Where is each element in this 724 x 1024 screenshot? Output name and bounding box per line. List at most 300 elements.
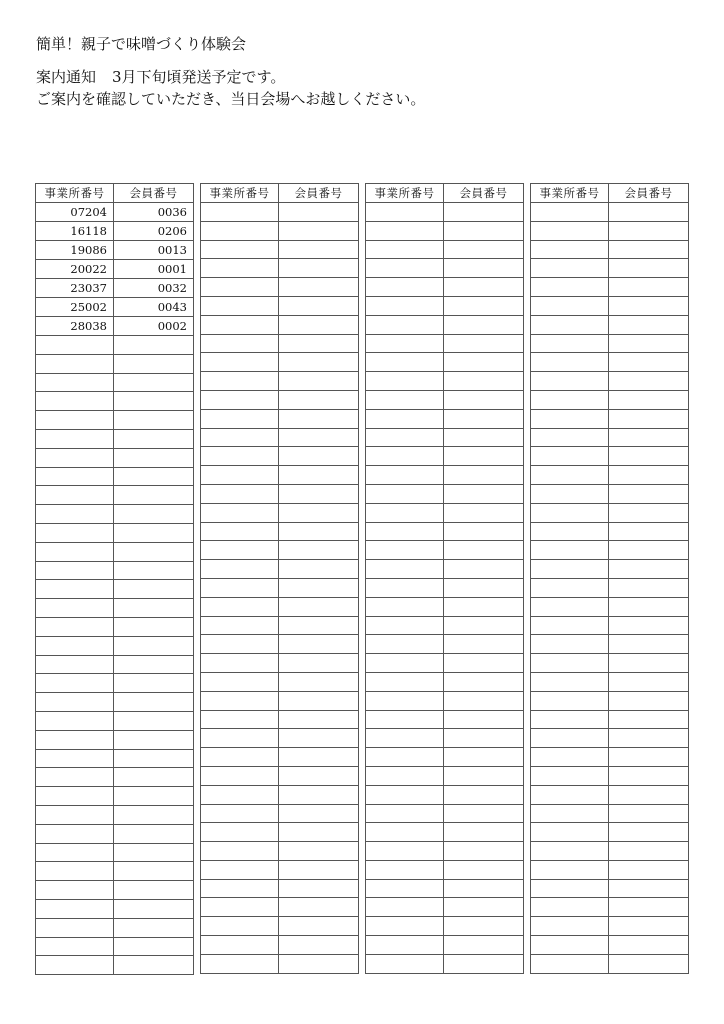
table-row (36, 448, 194, 467)
office-number-cell (366, 597, 444, 616)
table-row (201, 842, 359, 861)
member-number-cell (279, 917, 359, 936)
table-row (36, 336, 194, 355)
office-number-cell (531, 541, 609, 560)
table-row (366, 635, 524, 654)
office-number-cell (201, 560, 279, 579)
office-number-cell (366, 447, 444, 466)
office-number-cell (531, 390, 609, 409)
member-number-cell (444, 823, 524, 842)
member-number-cell (444, 654, 524, 673)
member-number-cell (279, 259, 359, 278)
office-number-cell (531, 560, 609, 579)
table-row (201, 578, 359, 597)
member-table-1 (35, 183, 194, 975)
table-row (201, 710, 359, 729)
table-row (366, 729, 524, 748)
office-number-cell (36, 693, 114, 712)
member-number-cell (114, 899, 194, 918)
member-number-cell (609, 748, 689, 767)
table-row (531, 315, 689, 334)
member-number-cell (609, 785, 689, 804)
table-row (366, 597, 524, 616)
office-number-cell (36, 523, 114, 542)
office-number-cell (366, 691, 444, 710)
table-row (366, 315, 524, 334)
table-row (36, 824, 194, 843)
office-number-cell (201, 240, 279, 259)
office-number-cell (531, 278, 609, 297)
table-row (201, 748, 359, 767)
office-number-cell (366, 917, 444, 936)
member-number-cell (609, 428, 689, 447)
member-number-cell (114, 429, 194, 448)
table-row (36, 392, 194, 411)
page-title: 簡単！親子で味噌づくり体験会 (36, 35, 247, 53)
office-number-cell (36, 392, 114, 411)
office-number-cell (366, 428, 444, 447)
member-number-cell (444, 259, 524, 278)
member-number-cell (279, 954, 359, 973)
office-number-cell (366, 334, 444, 353)
member-number-cell (609, 240, 689, 259)
member-number-cell (444, 372, 524, 391)
member-number-cell (444, 278, 524, 297)
member-number-cell (609, 560, 689, 579)
member-number-cell (444, 390, 524, 409)
table-row (201, 954, 359, 973)
member-number-cell (444, 334, 524, 353)
table-row (36, 674, 194, 693)
notice-label: 案内通知 (36, 68, 97, 86)
member-number-cell (114, 542, 194, 561)
office-number-cell (366, 296, 444, 315)
member-number-cell (609, 842, 689, 861)
notice-line-2: ご案内を確認していただき、当日会場へお越しください。 (36, 90, 426, 108)
member-number-cell (279, 691, 359, 710)
office-number-cell (531, 635, 609, 654)
table-row (201, 917, 359, 936)
member-number-cell (444, 240, 524, 259)
office-number-cell (366, 353, 444, 372)
table-row (201, 203, 359, 222)
member-number-cell (279, 503, 359, 522)
table-row (201, 278, 359, 297)
office-number-cell (201, 672, 279, 691)
table-row (36, 523, 194, 542)
office-number-cell (531, 729, 609, 748)
office-number-cell (366, 484, 444, 503)
office-number-cell (201, 917, 279, 936)
office-number-cell (366, 823, 444, 842)
table-row (36, 899, 194, 918)
member-number-cell (609, 654, 689, 673)
member-number-cell (444, 503, 524, 522)
office-number-cell (531, 315, 609, 334)
table-row (366, 785, 524, 804)
table-row (531, 842, 689, 861)
table-row (36, 787, 194, 806)
office-number-cell (36, 918, 114, 937)
table-row (531, 898, 689, 917)
member-number-cell (279, 334, 359, 353)
table-row (531, 484, 689, 503)
table-row (36, 203, 194, 222)
office-number-cell (366, 409, 444, 428)
table-row (531, 635, 689, 654)
member-number-cell (114, 693, 194, 712)
member-number-cell (609, 484, 689, 503)
table-row (366, 804, 524, 823)
office-number-cell (531, 221, 609, 240)
member-number-cell (114, 843, 194, 862)
member-number-cell (114, 561, 194, 580)
member-number-cell (114, 918, 194, 937)
member-number-cell (114, 599, 194, 618)
table-row (366, 541, 524, 560)
office-number-cell (366, 390, 444, 409)
office-number-cell (201, 541, 279, 560)
table-row (201, 879, 359, 898)
member-number-cell (279, 315, 359, 334)
member-number-cell (279, 898, 359, 917)
table-row (531, 353, 689, 372)
member-number-cell (444, 447, 524, 466)
member-number-cell (609, 390, 689, 409)
office-number-cell (366, 672, 444, 691)
table-row (366, 203, 524, 222)
table-row (366, 917, 524, 936)
member-number-cell (114, 768, 194, 787)
table-row (531, 672, 689, 691)
table-row (201, 315, 359, 334)
member-number-cell (279, 748, 359, 767)
office-number-cell (531, 240, 609, 259)
office-number-cell (36, 542, 114, 561)
office-number-cell (366, 541, 444, 560)
table-row (531, 748, 689, 767)
office-number-cell (366, 766, 444, 785)
table-row (201, 296, 359, 315)
member-number-cell (609, 503, 689, 522)
office-number-cell (36, 805, 114, 824)
office-number-cell (366, 522, 444, 541)
table-row (201, 541, 359, 560)
member-number-cell (114, 373, 194, 392)
office-number-cell (366, 635, 444, 654)
header-member-number: 会員番号 (444, 184, 524, 203)
office-number-cell (201, 954, 279, 973)
table-row (36, 862, 194, 881)
member-number-cell (114, 411, 194, 430)
office-number-cell (366, 259, 444, 278)
table-row (531, 691, 689, 710)
table-row (531, 766, 689, 785)
office-number-cell (201, 578, 279, 597)
office-number-cell (366, 278, 444, 297)
member-number-cell (444, 428, 524, 447)
office-number-cell (531, 334, 609, 353)
table-row (366, 334, 524, 353)
member-number-cell (279, 560, 359, 579)
office-number-cell (366, 560, 444, 579)
office-number-cell (366, 936, 444, 955)
member-number-cell (444, 672, 524, 691)
member-number-cell (609, 409, 689, 428)
member-number-cell (114, 392, 194, 411)
member-number-cell (114, 467, 194, 486)
member-number-cell (444, 954, 524, 973)
table-row (531, 221, 689, 240)
table-row (36, 749, 194, 768)
member-number-cell (609, 710, 689, 729)
member-number-cell (444, 578, 524, 597)
office-number-cell (366, 710, 444, 729)
office-number-cell (36, 749, 114, 768)
member-number-cell (444, 879, 524, 898)
member-number-cell (609, 372, 689, 391)
member-number-cell (444, 597, 524, 616)
office-number-cell (366, 315, 444, 334)
office-number-cell (201, 729, 279, 748)
office-number-cell (201, 278, 279, 297)
table-row (531, 334, 689, 353)
table-row (201, 466, 359, 485)
table-row (531, 879, 689, 898)
table-row (36, 956, 194, 975)
office-number-cell (36, 336, 114, 355)
table-row (201, 409, 359, 428)
member-number-cell (279, 823, 359, 842)
table-row (36, 279, 194, 298)
office-number-cell (36, 486, 114, 505)
member-number-cell (609, 616, 689, 635)
office-number-cell (201, 597, 279, 616)
table-row (201, 221, 359, 240)
office-number-cell (201, 428, 279, 447)
member-number-cell (609, 578, 689, 597)
office-number-cell (201, 766, 279, 785)
office-number-cell (531, 672, 609, 691)
office-number-cell (201, 372, 279, 391)
table-row (531, 428, 689, 447)
table-row (36, 542, 194, 561)
office-number-cell (36, 655, 114, 674)
table-row (531, 372, 689, 391)
table-row (36, 222, 194, 241)
member-number-cell (444, 635, 524, 654)
member-number-cell (114, 805, 194, 824)
office-number-cell (36, 617, 114, 636)
member-number-cell (609, 635, 689, 654)
table-row (201, 672, 359, 691)
member-number-cell (609, 353, 689, 372)
table-row (531, 860, 689, 879)
office-number-cell (36, 580, 114, 599)
table-row (366, 503, 524, 522)
table-row (366, 560, 524, 579)
member-number-cell (279, 842, 359, 861)
table-row (531, 597, 689, 616)
member-number-cell (444, 203, 524, 222)
table-row (201, 860, 359, 879)
office-number-cell (366, 748, 444, 767)
office-number-cell (201, 842, 279, 861)
table-row (201, 503, 359, 522)
member-number-cell: 0036 (114, 203, 194, 222)
office-number-cell (531, 203, 609, 222)
table-row (36, 711, 194, 730)
member-number-cell (114, 617, 194, 636)
office-number-cell (531, 466, 609, 485)
member-table-4 (530, 183, 689, 974)
notice (36, 66, 425, 110)
office-number-cell (366, 879, 444, 898)
office-number-cell (201, 879, 279, 898)
table-row (201, 372, 359, 391)
header-office-number: 事業所番号 (366, 184, 444, 203)
office-number-cell (531, 428, 609, 447)
table-row (531, 466, 689, 485)
table-row (36, 373, 194, 392)
office-number-cell (201, 390, 279, 409)
member-number-cell (609, 823, 689, 842)
office-number-cell (366, 954, 444, 973)
member-number-cell (114, 636, 194, 655)
office-number-cell (201, 203, 279, 222)
office-number-cell: 19086 (36, 241, 114, 260)
table-row (36, 486, 194, 505)
table-row (366, 616, 524, 635)
office-number-cell (531, 766, 609, 785)
office-number-cell (531, 503, 609, 522)
table-row (366, 842, 524, 861)
office-number-cell (366, 372, 444, 391)
table-row (36, 561, 194, 580)
table-row (366, 447, 524, 466)
table-row (366, 221, 524, 240)
member-number-cell (444, 842, 524, 861)
member-number-cell (114, 937, 194, 956)
header-member-number: 会員番号 (279, 184, 359, 203)
table-row (201, 691, 359, 710)
member-number-cell (609, 879, 689, 898)
office-number-cell (201, 353, 279, 372)
table-row (531, 785, 689, 804)
header-office-number: 事業所番号 (201, 184, 279, 203)
office-number-cell: 28038 (36, 317, 114, 336)
table-row (531, 804, 689, 823)
office-number-cell (36, 354, 114, 373)
table-row (36, 805, 194, 824)
table-row (201, 597, 359, 616)
office-number-cell (531, 804, 609, 823)
office-number-cell (201, 409, 279, 428)
member-number-cell (279, 860, 359, 879)
member-number-cell (609, 541, 689, 560)
member-number-cell (444, 409, 524, 428)
member-number-cell (114, 354, 194, 373)
member-number-cell (279, 672, 359, 691)
member-number-cell (279, 203, 359, 222)
table-row (531, 447, 689, 466)
table-row (201, 447, 359, 466)
table-row (366, 466, 524, 485)
office-number-cell (201, 804, 279, 823)
member-number-cell (279, 597, 359, 616)
member-number-cell (444, 804, 524, 823)
table-row (201, 823, 359, 842)
table-row (36, 298, 194, 317)
office-number-cell (201, 259, 279, 278)
table-row (36, 467, 194, 486)
table-row (36, 580, 194, 599)
member-number-cell (444, 616, 524, 635)
office-number-cell (36, 768, 114, 787)
table-row (531, 616, 689, 635)
office-number-cell (366, 785, 444, 804)
member-number-cell (609, 860, 689, 879)
office-number-cell (531, 578, 609, 597)
office-number-cell (36, 843, 114, 862)
member-number-cell (444, 785, 524, 804)
table-row (201, 353, 359, 372)
table-row (531, 560, 689, 579)
table-row (366, 823, 524, 842)
office-number-cell (36, 373, 114, 392)
table-row (366, 522, 524, 541)
header-office-number: 事業所番号 (531, 184, 609, 203)
member-number-cell (279, 428, 359, 447)
table-row (366, 766, 524, 785)
office-number-cell (531, 917, 609, 936)
table-row (531, 541, 689, 560)
table-row (366, 879, 524, 898)
office-number-cell (531, 748, 609, 767)
member-number-cell (279, 578, 359, 597)
office-number-cell (366, 221, 444, 240)
office-number-cell (36, 599, 114, 618)
office-number-cell (36, 937, 114, 956)
office-number-cell (201, 503, 279, 522)
member-number-cell (444, 560, 524, 579)
table-row (531, 917, 689, 936)
office-number-cell (36, 429, 114, 448)
member-number-cell (279, 240, 359, 259)
member-number-cell (114, 505, 194, 524)
member-number-cell (279, 654, 359, 673)
office-number-cell (531, 447, 609, 466)
member-number-cell (279, 409, 359, 428)
office-number-cell (201, 296, 279, 315)
member-number-cell (114, 336, 194, 355)
table-row (366, 954, 524, 973)
office-number-cell (531, 616, 609, 635)
table-row (366, 578, 524, 597)
table-row (531, 654, 689, 673)
member-number-cell (609, 296, 689, 315)
member-number-cell (444, 898, 524, 917)
member-number-cell (609, 221, 689, 240)
table-row (36, 636, 194, 655)
table-header-row (366, 184, 524, 203)
member-number-cell (444, 353, 524, 372)
table-row (36, 918, 194, 937)
table-row (531, 409, 689, 428)
office-number-cell (531, 372, 609, 391)
office-number-cell (36, 448, 114, 467)
member-number-cell (444, 296, 524, 315)
